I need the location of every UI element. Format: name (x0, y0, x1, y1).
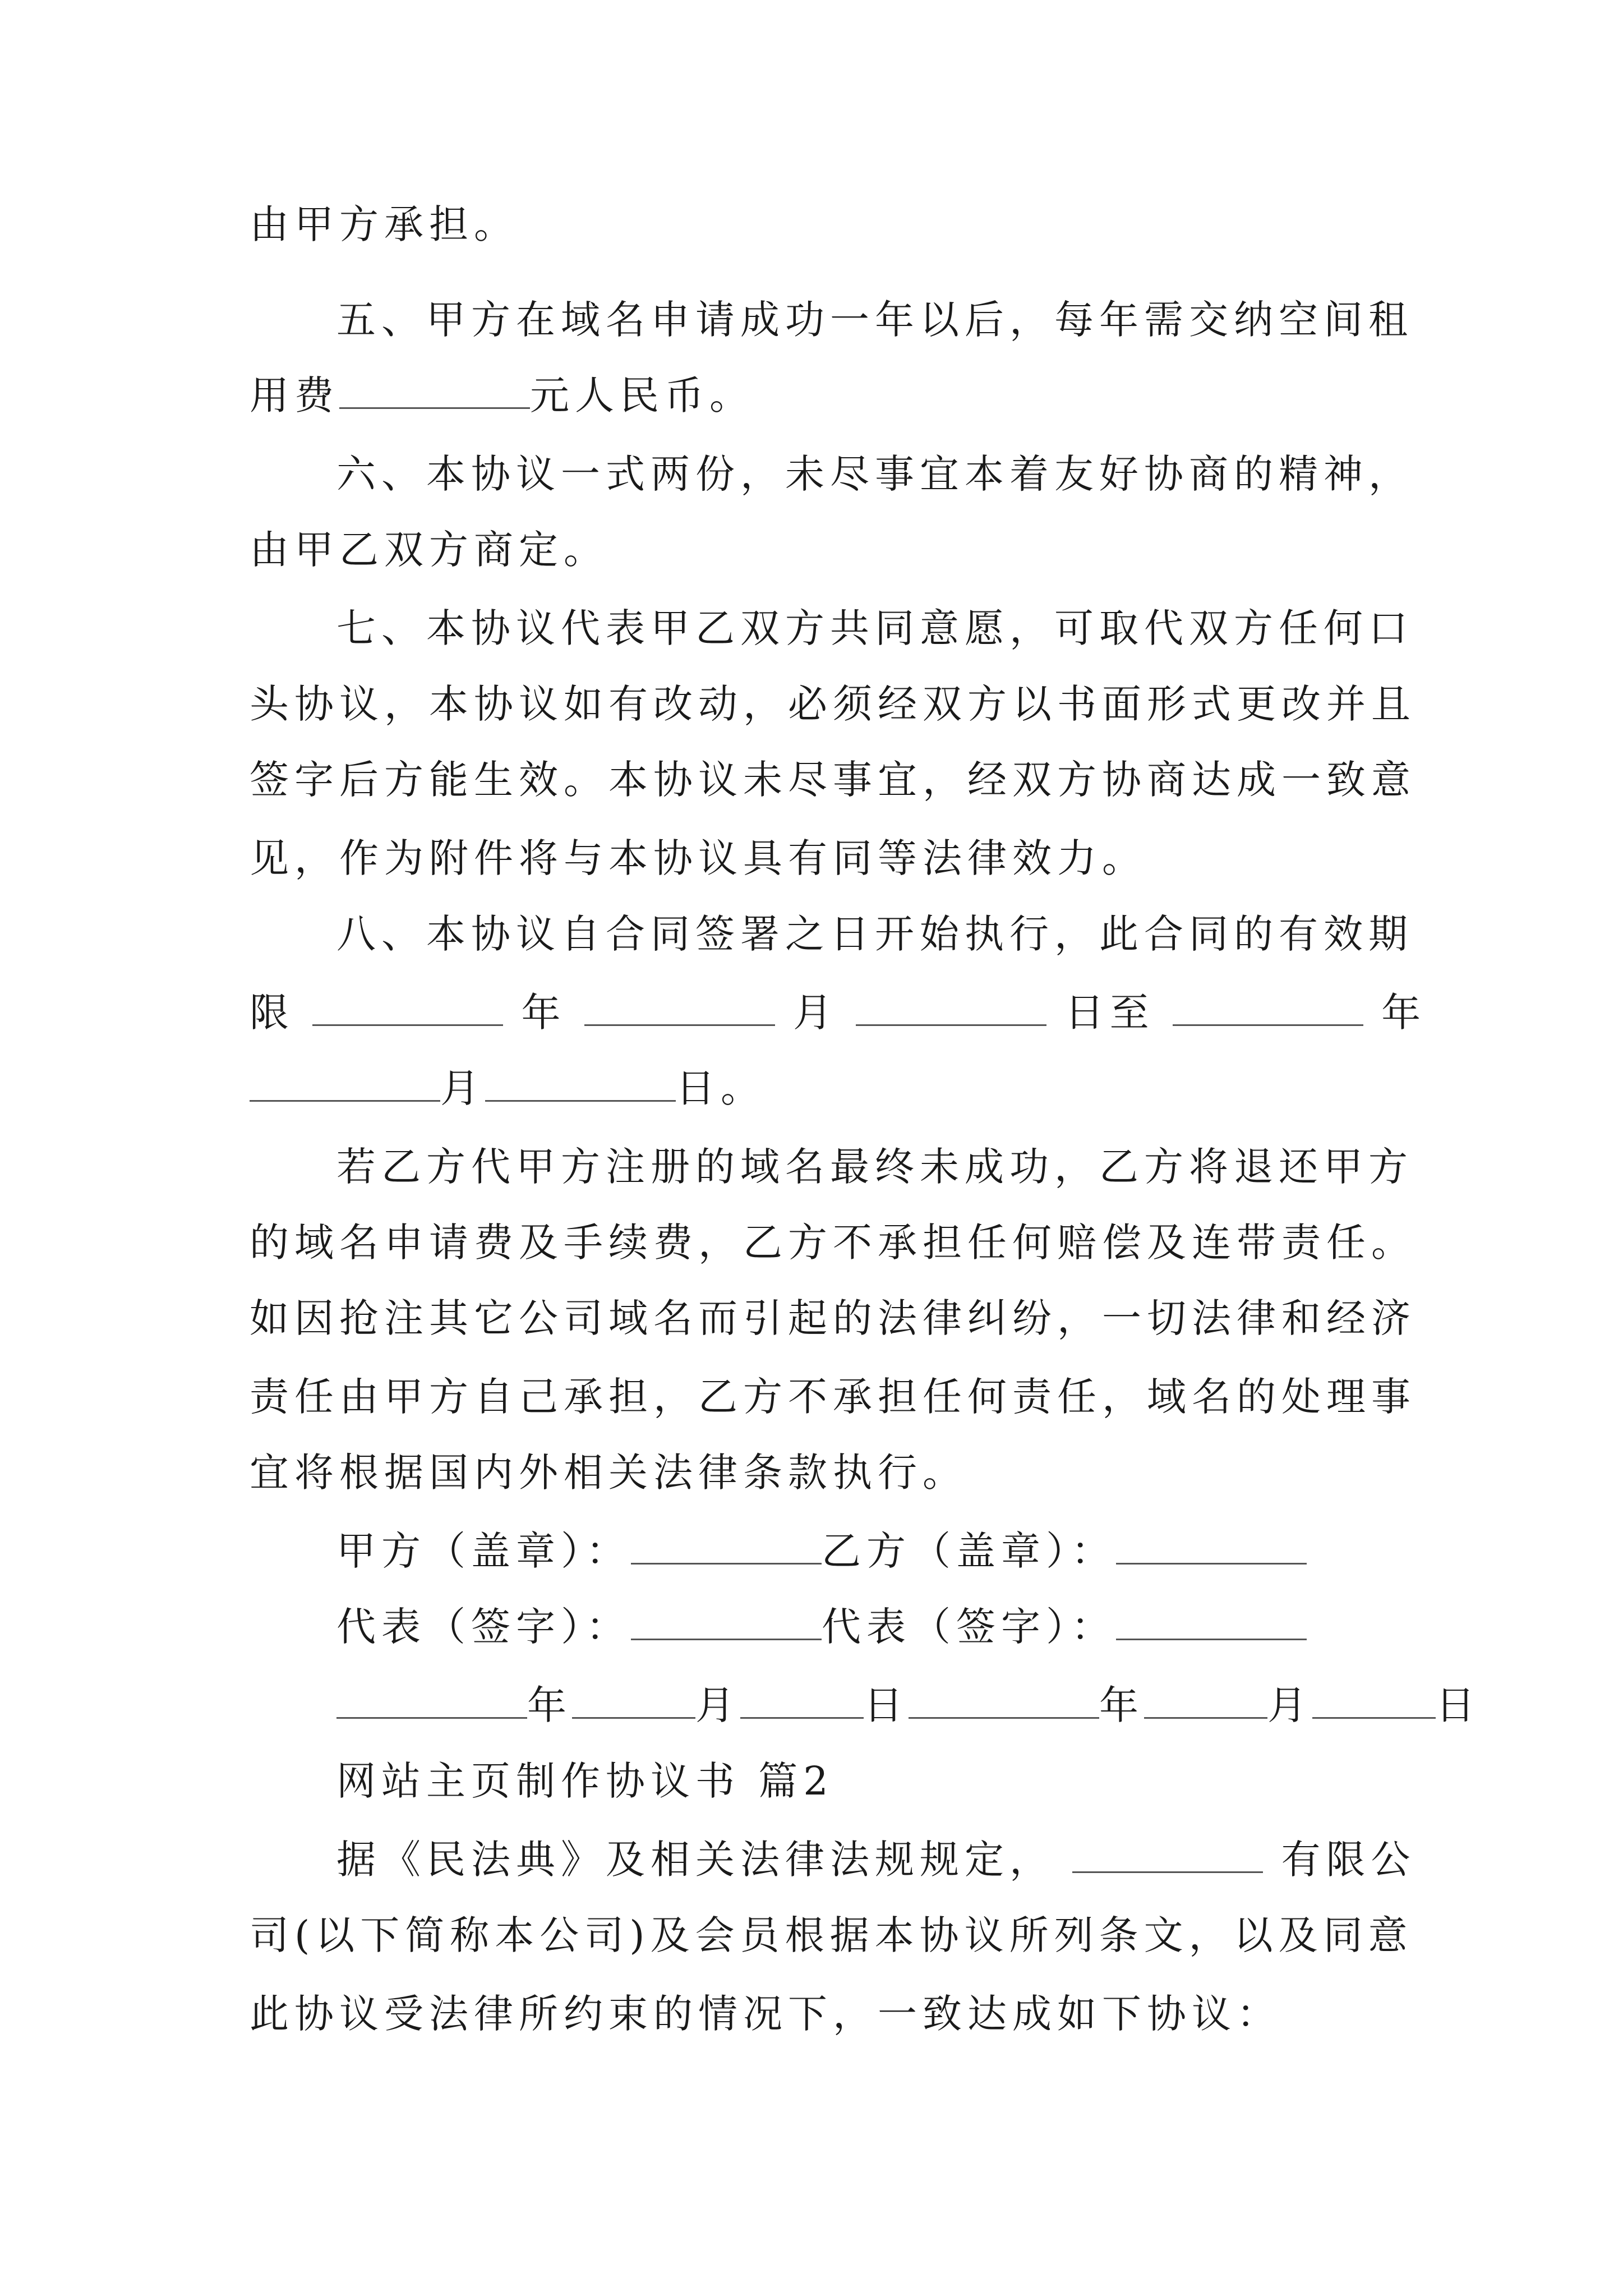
text-span: 六、本协议一式两份，未尽事宜本着友好协商的精神， (336, 451, 1413, 497)
text-span: 若乙方代甲方注册的域名最终未成功，乙方将退还甲方 (336, 1144, 1413, 1190)
clause-8-line-1 (336, 909, 1413, 959)
clause-7-line-1 (336, 603, 1413, 654)
text-span: 年 (527, 1682, 572, 1728)
paragraph-line (336, 1834, 1416, 1885)
text-span: 日至 (1064, 990, 1155, 1036)
party-a-seal-label: 甲方（盖章）： (336, 1528, 631, 1574)
text-span: 日。 (676, 1065, 766, 1111)
text-span: 八、本协议自合同签署之日开始执行，此合同的有效期 (336, 911, 1413, 957)
text-span: 有限公 (1281, 1837, 1416, 1883)
text-span: 年 (1381, 990, 1427, 1036)
paragraph-line (250, 1217, 1416, 1268)
text-span: 的域名申请费及手续费，乙方不承担任何赔偿及连带责任。 (250, 1220, 1416, 1266)
text-span: 宜将根据国内外相关法律条款执行。 (250, 1450, 967, 1496)
fill-blank (336, 1682, 527, 1719)
party-b-seal-label: 乙方（盖章）： (822, 1528, 1116, 1574)
text-span: 司(以下简称本公司)及会员根据本协议所列条文，以及同意 (250, 1912, 1413, 1958)
clause-7-line-2 (250, 679, 1416, 729)
fill-blank (740, 1682, 864, 1719)
paragraph-line (250, 1910, 1413, 1961)
fill-blank (572, 1682, 695, 1719)
text-span: 用费 (250, 372, 339, 418)
paragraph-line (250, 1372, 1416, 1422)
text-span: 如因抢注其它公司域名而引起的法律纠纷，一切法律和经济 (250, 1295, 1416, 1341)
fill-blank (856, 990, 1046, 1026)
clause-5-line-2 (250, 370, 1394, 421)
text-span: 责任由甲方自己承担，乙方不承担任何责任，域名的处理事 (250, 1374, 1416, 1420)
text-span: 签字后方能生效。本协议未尽事宜，经双方协商达成一致意 (250, 757, 1416, 803)
clause-6-line-2 (250, 524, 1394, 575)
section-heading (336, 1756, 1394, 1806)
party-b-sign-label: 代表（签字）： (822, 1604, 1116, 1650)
paragraph-line (250, 1989, 1394, 2039)
fill-blank (1072, 1837, 1263, 1873)
representative-sign-line (336, 1602, 1394, 1652)
paragraph-line (250, 1447, 1394, 1498)
text-span: 七、本协议代表甲乙双方共同意愿，可取代双方任何口 (336, 605, 1413, 651)
fill-blank (1116, 1604, 1307, 1640)
paragraph-line (336, 1142, 1413, 1192)
party-seal-line (336, 1526, 1394, 1576)
fill-blank (584, 990, 775, 1026)
text-span: 据《民法典》及相关法律法规规定， (336, 1837, 1054, 1883)
clause-6-line-1 (336, 449, 1413, 499)
clause-8-line-2 (250, 987, 1427, 1038)
date-line (336, 1680, 1481, 1731)
fill-blank (1116, 1528, 1307, 1565)
fill-blank (250, 1065, 440, 1102)
fill-blank (631, 1528, 822, 1565)
fill-blank (1173, 990, 1363, 1026)
fill-blank (1144, 1682, 1267, 1719)
text-span: 月 (695, 1682, 740, 1728)
fill-blank (485, 1065, 676, 1102)
fill-blank (312, 990, 503, 1026)
clause-5-line-1 (336, 295, 1413, 345)
text-span: 日 (864, 1682, 909, 1728)
fill-blank (631, 1604, 822, 1640)
text-span: 五、甲方在域名申请成功一年以后，每年需交纳空间租 (336, 297, 1413, 343)
text-line (250, 199, 1394, 250)
text-span: 此协议受法律所约束的情况下，一致达成如下协议： (250, 1991, 1281, 2037)
text-span: 头协议，本协议如有改动，必须经双方以书面形式更改并且 (250, 681, 1416, 727)
clause-8-line-3 (250, 1063, 1394, 1114)
text-span: 由甲方承担。 (250, 201, 519, 247)
fill-blank (339, 372, 530, 409)
text-span: 年 (1099, 1682, 1144, 1728)
text-span: 由甲乙双方商定。 (250, 527, 608, 573)
paragraph-line (250, 1293, 1416, 1343)
text-span: 网站主页制作协议书 篇2 (336, 1758, 834, 1804)
text-span: 元人民币。 (530, 372, 754, 418)
clause-7-line-4 (250, 833, 1394, 884)
text-span: 见，作为附件将与本协议具有同等法律效力。 (250, 835, 1147, 881)
text-span: 月 (440, 1065, 485, 1111)
party-a-sign-label: 代表（签字）： (336, 1604, 631, 1650)
text-span: 月 (1267, 1682, 1312, 1728)
fill-blank (1312, 1682, 1436, 1719)
text-span: 限 (250, 990, 294, 1036)
fill-blank (909, 1682, 1099, 1719)
text-span: 年 (521, 990, 566, 1036)
text-span: 月 (793, 990, 838, 1036)
clause-7-line-3 (250, 754, 1416, 805)
text-span: 日 (1436, 1682, 1481, 1728)
